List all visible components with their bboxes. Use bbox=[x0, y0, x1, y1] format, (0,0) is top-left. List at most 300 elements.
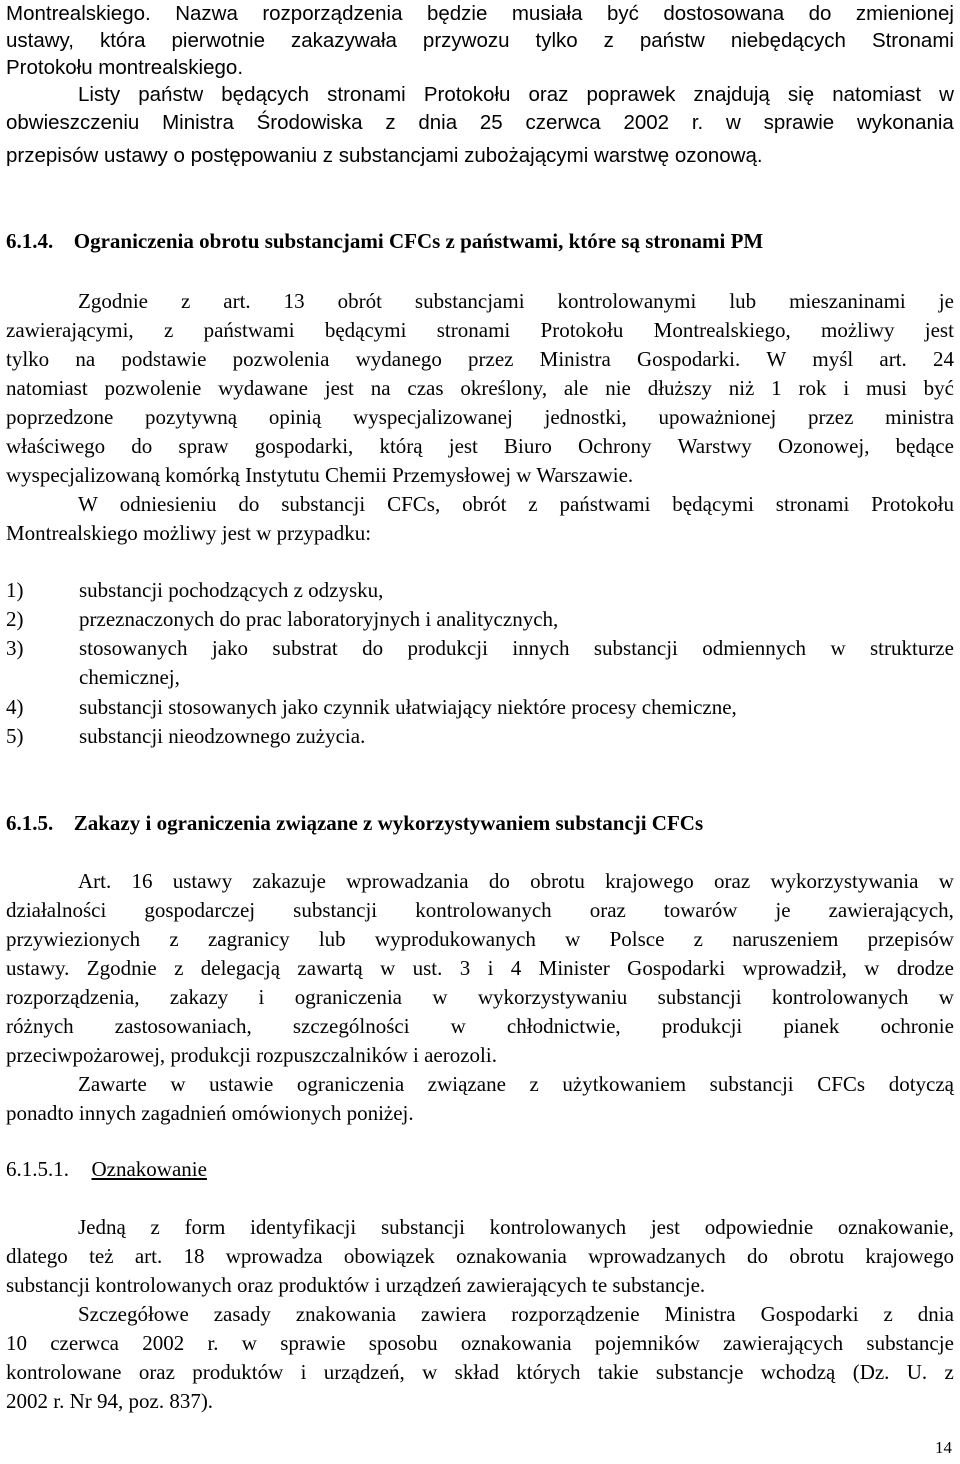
word: których bbox=[516, 1360, 581, 1384]
word: będącymi bbox=[672, 492, 754, 516]
word: czerwca bbox=[525, 111, 601, 134]
word: Protokołu bbox=[540, 318, 624, 342]
text-line bbox=[6, 373, 954, 403]
word: oraz bbox=[714, 869, 751, 893]
text-line bbox=[78, 489, 954, 519]
word: w bbox=[864, 956, 880, 980]
word: w bbox=[450, 1014, 466, 1038]
word: drodze bbox=[896, 956, 954, 980]
word: obrót bbox=[462, 492, 507, 516]
word: 2002 bbox=[623, 111, 670, 134]
word: Zgodnie bbox=[78, 289, 148, 313]
word: kontrolowane bbox=[6, 1360, 122, 1384]
word: lub bbox=[318, 927, 346, 951]
word: Protokołu bbox=[423, 83, 511, 106]
word: i bbox=[300, 1360, 307, 1384]
text-line: Montrealskiego możliwy jest w przypadku: bbox=[6, 521, 372, 545]
word: gospodarki, bbox=[254, 434, 354, 458]
word: jednostki, bbox=[544, 405, 627, 429]
word: oznakowania bbox=[456, 1244, 567, 1268]
page-number: 14 bbox=[935, 1438, 952, 1457]
section-title: Ograniczenia obrotu substancjami CFCs z państwami, które są stronami PM bbox=[73, 229, 764, 253]
word: będącymi bbox=[324, 318, 407, 342]
word: określony, bbox=[460, 376, 548, 400]
word: innych bbox=[512, 636, 570, 660]
word: państw bbox=[138, 83, 204, 106]
word: krajowego bbox=[865, 1244, 954, 1268]
word: jest bbox=[324, 376, 354, 400]
word: spraw bbox=[178, 434, 229, 458]
word: poprzedzone bbox=[6, 405, 114, 429]
word: dnia bbox=[917, 1302, 954, 1326]
word: natomiast bbox=[832, 83, 922, 106]
word: Gospodarki bbox=[627, 956, 726, 980]
word: zawierających bbox=[723, 1331, 844, 1355]
word: dnia bbox=[418, 111, 458, 134]
word: zawierających, bbox=[828, 898, 954, 922]
word: Zawarte bbox=[78, 1072, 147, 1096]
word: przywozu bbox=[422, 29, 510, 52]
word: sposobu bbox=[368, 1331, 438, 1355]
word: do bbox=[131, 434, 153, 458]
text-line bbox=[6, 1357, 954, 1387]
word: 25 bbox=[479, 111, 503, 134]
word: obrót bbox=[337, 289, 382, 313]
word: Ochrony bbox=[578, 434, 652, 458]
word: natomiast bbox=[6, 376, 88, 400]
word: znajdują bbox=[693, 83, 770, 106]
word: jako bbox=[211, 636, 249, 660]
text-line: 2002 r. Nr 94, poz. 837). bbox=[6, 1389, 214, 1413]
word: odpowiednie bbox=[704, 1215, 814, 1239]
word: stosowanych bbox=[79, 636, 188, 660]
word: Gospodarki. bbox=[637, 347, 741, 371]
word: Protokołu bbox=[871, 492, 954, 516]
word: różnych bbox=[6, 1014, 74, 1038]
word: Ozonowej, bbox=[777, 434, 870, 458]
word: tylko bbox=[6, 347, 50, 371]
word: art. bbox=[134, 1244, 163, 1268]
word: państw bbox=[639, 29, 705, 52]
word: z bbox=[174, 956, 184, 980]
list-item: substancji pochodzących z odzysku, bbox=[79, 578, 384, 602]
list-number: 2) bbox=[6, 607, 24, 631]
word: Polsce bbox=[609, 927, 665, 951]
word: W bbox=[766, 347, 787, 371]
word: 4 bbox=[510, 956, 522, 980]
word: tylko bbox=[535, 29, 578, 52]
word: musi bbox=[866, 376, 907, 400]
word: Gospodarki bbox=[760, 1302, 859, 1326]
word: która bbox=[99, 29, 146, 52]
word: w bbox=[432, 985, 448, 1009]
word: 18 bbox=[183, 1244, 205, 1268]
word: oraz bbox=[589, 898, 626, 922]
list-item: substancji stosowanych jako czynnik ułatwiający niektóre procesy chemiczne, bbox=[79, 695, 737, 719]
word: myśl bbox=[812, 347, 854, 371]
text-line bbox=[6, 895, 954, 925]
word: w bbox=[170, 1072, 186, 1096]
text-line: ponadto innych zagadnień omówionych poniżej. bbox=[6, 1101, 414, 1125]
word: zawierającymi, bbox=[6, 318, 134, 342]
word: w bbox=[830, 636, 846, 660]
section-heading bbox=[6, 226, 763, 256]
word: substancje bbox=[866, 1331, 954, 1355]
word: wchodzą bbox=[760, 1360, 836, 1384]
word: użytkowaniem bbox=[562, 1072, 687, 1096]
word: z bbox=[163, 318, 174, 342]
word: z bbox=[150, 1215, 160, 1239]
word: gospodarczej bbox=[144, 898, 256, 922]
word: Nazwa bbox=[175, 2, 238, 25]
word: stronami bbox=[775, 492, 850, 516]
word: ograniczenia bbox=[296, 1072, 405, 1096]
word: rok bbox=[798, 376, 827, 400]
word: związane bbox=[427, 1072, 506, 1096]
text-line bbox=[6, 402, 954, 432]
word: mieszaninami bbox=[789, 289, 906, 313]
word: ministra bbox=[885, 405, 954, 429]
text-line: wyspecjalizowaną komórką Instytutu Chemii Przemysłowej w Warszawie. bbox=[6, 463, 634, 487]
word: (Dz. bbox=[852, 1360, 890, 1384]
word: Warstwy bbox=[677, 434, 752, 458]
word: skład bbox=[454, 1360, 499, 1384]
word: będące bbox=[895, 434, 954, 458]
word: produkcji bbox=[661, 1014, 743, 1038]
word: czas bbox=[407, 376, 444, 400]
word: substancji bbox=[709, 1072, 794, 1096]
list-item bbox=[79, 633, 954, 663]
word: produkcji bbox=[407, 636, 488, 660]
word: 24 bbox=[932, 347, 954, 371]
word: sprawie bbox=[280, 1331, 346, 1355]
word: wyspecjalizowanej bbox=[353, 405, 513, 429]
word: pozytywną bbox=[144, 405, 238, 429]
word: wykonania bbox=[856, 111, 954, 134]
word: którą bbox=[379, 434, 423, 458]
word: ustawy bbox=[172, 869, 233, 893]
word: obwieszczeniu bbox=[6, 111, 140, 134]
word: takie bbox=[597, 1360, 639, 1384]
word: Montrealskiego. bbox=[6, 2, 151, 25]
word: w bbox=[938, 985, 954, 1009]
word: szczególności bbox=[292, 1014, 410, 1038]
word: w bbox=[725, 111, 741, 134]
section-heading bbox=[6, 808, 703, 838]
word: w bbox=[422, 1360, 438, 1384]
word: kontrolowanych bbox=[415, 898, 552, 922]
word: Montrealskiego, bbox=[653, 318, 791, 342]
word: w bbox=[380, 956, 396, 980]
list-item: przeznaczonych do prac laboratoryjnych i analitycznych, bbox=[79, 607, 559, 631]
word: odniesieniu bbox=[119, 492, 217, 516]
word: w bbox=[241, 1331, 257, 1355]
word: z bbox=[528, 492, 538, 516]
text-line: przepisów ustawy o postępowaniu z substancjami zubożającymi warstwę ozonową. bbox=[6, 144, 763, 167]
word: i bbox=[258, 985, 265, 1009]
word: do bbox=[808, 2, 832, 25]
word: przez bbox=[807, 405, 854, 429]
word: z bbox=[385, 111, 396, 134]
word: zawiera bbox=[421, 1302, 487, 1326]
word: identyfikacji bbox=[250, 1215, 357, 1239]
word: podstawie bbox=[121, 347, 207, 371]
word: zakazywała bbox=[290, 29, 397, 52]
list-number: 5) bbox=[6, 724, 24, 748]
word: być bbox=[923, 376, 954, 400]
word: W bbox=[78, 492, 98, 516]
word: pojemników bbox=[594, 1331, 700, 1355]
word: Biuro bbox=[504, 434, 552, 458]
word: właściwego bbox=[6, 434, 106, 458]
word: substancji bbox=[380, 1215, 465, 1239]
word: przywiezionych bbox=[6, 927, 141, 951]
word: być bbox=[606, 2, 639, 25]
word: zagranicy bbox=[207, 927, 290, 951]
text-line bbox=[6, 953, 954, 983]
word: dlatego bbox=[6, 1244, 68, 1268]
word: dotyczą bbox=[888, 1072, 954, 1096]
word: 13 bbox=[283, 289, 305, 313]
word: art. bbox=[223, 289, 251, 313]
list-item: substancji nieodzownego zużycia. bbox=[79, 724, 366, 748]
word: kontrolowanych bbox=[489, 1215, 627, 1239]
word: substancji bbox=[657, 985, 742, 1009]
word: rozporządzenia bbox=[262, 2, 403, 25]
word: Środowiska bbox=[256, 111, 363, 134]
word: produktów bbox=[192, 1360, 284, 1384]
word: 1 bbox=[771, 376, 782, 400]
word: do bbox=[747, 1244, 768, 1268]
word: państwami bbox=[559, 492, 651, 516]
word: sprawie bbox=[763, 111, 835, 134]
word: oznakowanie, bbox=[837, 1215, 954, 1239]
section-title: Zakazy i ograniczenia związane z wykorzystywaniem substancji CFCs bbox=[73, 811, 704, 835]
word: ograniczenia bbox=[294, 985, 402, 1009]
word: CFCs bbox=[817, 1072, 866, 1096]
word: z bbox=[944, 1360, 954, 1384]
text-line bbox=[6, 1011, 954, 1041]
word: ale bbox=[563, 376, 589, 400]
word: oraz bbox=[528, 83, 569, 106]
word: rozporządzenie bbox=[511, 1302, 640, 1326]
word: art. bbox=[879, 347, 907, 371]
word: wykorzystywania bbox=[770, 869, 919, 893]
word: z bbox=[169, 927, 179, 951]
list-number: 1) bbox=[6, 578, 24, 602]
word: do bbox=[362, 636, 384, 660]
text-line bbox=[6, 982, 954, 1012]
word: czerwca bbox=[50, 1331, 119, 1355]
word: substancji bbox=[293, 898, 378, 922]
word: substancji bbox=[593, 636, 678, 660]
word: dostosowana bbox=[663, 2, 785, 25]
word: z bbox=[883, 1302, 893, 1326]
text-line bbox=[6, 1328, 954, 1358]
word: U. bbox=[906, 1360, 928, 1384]
section-number: 6.1.5. bbox=[6, 811, 54, 835]
word: znakowania bbox=[295, 1302, 397, 1326]
word: niż bbox=[728, 376, 755, 400]
word: zasady bbox=[213, 1302, 271, 1326]
text-line bbox=[78, 1212, 954, 1242]
word: będących bbox=[221, 83, 310, 106]
word: lub bbox=[729, 289, 757, 313]
text-line: przeciwpożarowej, produkcji rozpuszczalników i aerozoli. bbox=[6, 1043, 497, 1067]
text-line bbox=[6, 344, 954, 374]
word: substrat bbox=[272, 636, 338, 660]
text-line bbox=[6, 26, 954, 56]
word: strukturze bbox=[869, 636, 954, 660]
word: do bbox=[238, 492, 260, 516]
word: oznakowania bbox=[460, 1331, 572, 1355]
word: 10 bbox=[6, 1331, 27, 1355]
word: obowiązek bbox=[343, 1244, 435, 1268]
word: będzie bbox=[426, 2, 488, 25]
word: z bbox=[180, 289, 191, 313]
word: Ministra bbox=[162, 111, 234, 134]
word: do bbox=[488, 869, 510, 893]
text-line bbox=[78, 866, 954, 896]
word: substancje bbox=[655, 1360, 744, 1384]
text-line bbox=[78, 1069, 954, 1099]
word: jest bbox=[448, 434, 478, 458]
word: towarów bbox=[663, 898, 738, 922]
text-line bbox=[6, 431, 954, 461]
word: wydawane bbox=[218, 376, 308, 400]
word: z bbox=[693, 927, 703, 951]
word: jest bbox=[924, 318, 954, 342]
word: w bbox=[565, 927, 581, 951]
word: zawartą bbox=[297, 956, 363, 980]
word: stronami bbox=[327, 83, 406, 106]
text-line bbox=[78, 1299, 954, 1329]
word: oraz bbox=[138, 1360, 175, 1384]
word: wprowadzanych bbox=[588, 1244, 726, 1268]
word: na bbox=[75, 347, 96, 371]
word: CFCs, bbox=[387, 492, 441, 516]
list-number: 4) bbox=[6, 695, 24, 719]
word: pierwotnie bbox=[171, 29, 265, 52]
word: delegacją bbox=[200, 956, 281, 980]
text-line bbox=[6, 0, 954, 29]
word: wyprodukowanych bbox=[374, 927, 536, 951]
word: w bbox=[939, 83, 954, 106]
word: upoważnionej bbox=[658, 405, 777, 429]
word: Stronami bbox=[871, 29, 954, 52]
word: zakazy bbox=[169, 985, 229, 1009]
word: dłuższy bbox=[647, 376, 712, 400]
subsection-heading bbox=[6, 1154, 954, 1184]
word: wykorzystywaniu bbox=[477, 985, 628, 1009]
word: Listy bbox=[78, 83, 121, 106]
section-number: 6.1.4. bbox=[6, 229, 54, 253]
word: w bbox=[938, 869, 954, 893]
list-item-continuation: chemicznej, bbox=[79, 665, 180, 689]
word: wydanego bbox=[355, 347, 442, 371]
word: stronami bbox=[436, 318, 511, 342]
word: form bbox=[184, 1215, 226, 1239]
word: ustawie bbox=[209, 1072, 274, 1096]
word: na bbox=[370, 376, 391, 400]
word: substancji bbox=[281, 492, 366, 516]
word: wprowadza bbox=[225, 1244, 323, 1268]
word: ustawy. bbox=[6, 956, 70, 980]
text-line bbox=[78, 286, 954, 316]
word: 3 bbox=[459, 956, 471, 980]
word: pozwolenia bbox=[232, 347, 330, 371]
word: działalności bbox=[6, 898, 107, 922]
word: r. bbox=[207, 1331, 219, 1355]
word: rozporządzenia, bbox=[6, 985, 140, 1009]
word: Zgodnie bbox=[86, 956, 157, 980]
word: jest bbox=[650, 1215, 680, 1239]
word: ochronie bbox=[880, 1014, 954, 1038]
word: urządzeń, bbox=[323, 1360, 405, 1384]
text-line bbox=[6, 924, 954, 954]
word: musiała bbox=[511, 2, 583, 25]
text-line: Protokołu montrealskiego. bbox=[6, 56, 244, 79]
word: kontrolowanymi bbox=[557, 289, 697, 313]
word: poprawek bbox=[586, 83, 676, 106]
word: niebędących bbox=[730, 29, 846, 52]
text-line: substancji kontrolowanych oraz produktów i urządzeń zawierających te substancje. bbox=[6, 1273, 706, 1297]
word: zastosowaniach, bbox=[114, 1014, 252, 1038]
word: możliwy bbox=[821, 318, 895, 342]
word: je bbox=[775, 898, 791, 922]
word: opinią bbox=[268, 405, 322, 429]
word: je bbox=[938, 289, 954, 313]
word: Jedną bbox=[78, 1215, 126, 1239]
word: wprowadził, bbox=[742, 956, 847, 980]
word: ust. bbox=[412, 956, 443, 980]
word: naruszeniem bbox=[732, 927, 839, 951]
word: zakazuje bbox=[252, 869, 326, 893]
word: Ministra bbox=[664, 1302, 736, 1326]
word: i bbox=[487, 956, 494, 980]
word: ustawy, bbox=[6, 29, 74, 52]
word: krajowego bbox=[605, 869, 694, 893]
word: państwami bbox=[203, 318, 295, 342]
word: z bbox=[529, 1072, 539, 1096]
word: przepisów bbox=[867, 927, 954, 951]
word: się bbox=[787, 83, 815, 106]
text-line bbox=[78, 80, 954, 110]
word: Art. bbox=[78, 869, 112, 893]
list-number: 3) bbox=[6, 636, 24, 660]
text-line bbox=[6, 1241, 954, 1271]
word: pozwolenie bbox=[104, 376, 202, 400]
text-line bbox=[6, 315, 954, 345]
word: kontrolowanych bbox=[771, 985, 909, 1009]
word: pianek bbox=[783, 1014, 840, 1038]
word: Minister bbox=[538, 956, 610, 980]
word: i bbox=[843, 376, 850, 400]
word: Szczegółowe bbox=[78, 1302, 189, 1326]
word: obrotu bbox=[789, 1244, 845, 1268]
word: z bbox=[603, 29, 614, 52]
section-number: 6.1.5.1. bbox=[6, 1157, 69, 1181]
word: r. bbox=[691, 111, 704, 134]
word: też bbox=[89, 1244, 114, 1268]
word: chłodnictwie, bbox=[506, 1014, 621, 1038]
text-line bbox=[6, 108, 954, 138]
word: zmienionej bbox=[855, 2, 954, 25]
word: wprowadzania bbox=[346, 869, 469, 893]
word: substancjami bbox=[414, 289, 525, 313]
word: odmiennych bbox=[702, 636, 807, 660]
word: obrotu bbox=[530, 869, 585, 893]
